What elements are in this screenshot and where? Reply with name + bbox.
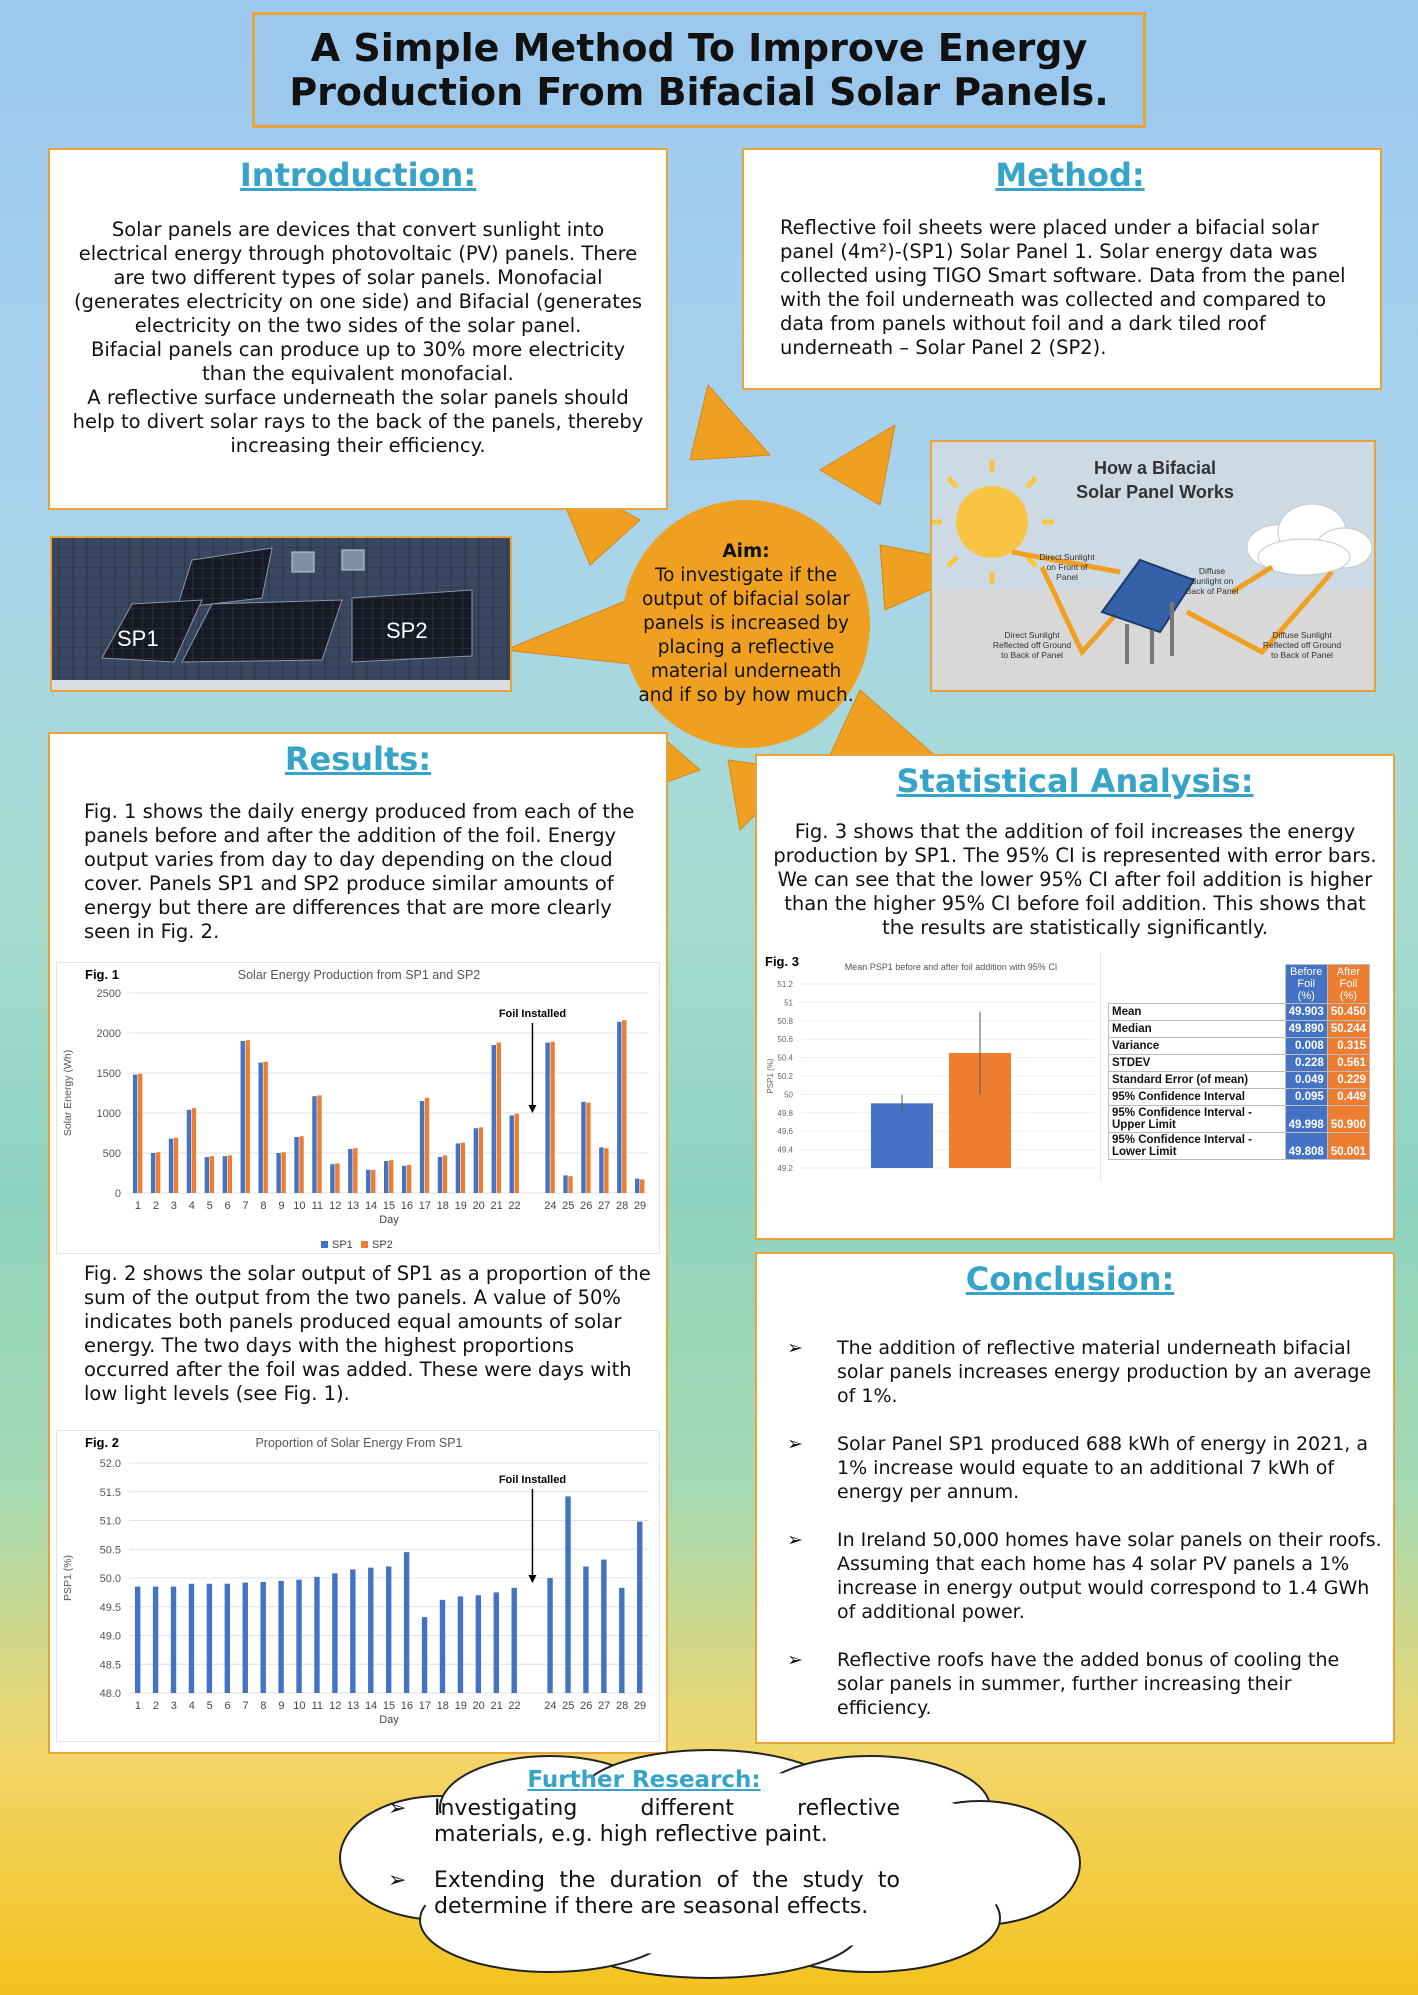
bar xyxy=(871,1103,933,1168)
y-tick-label: 50.2 xyxy=(777,1072,793,1081)
fig2-chart xyxy=(56,1430,660,1742)
x-tick-label: 27 xyxy=(598,1700,611,1712)
bar xyxy=(568,1176,572,1193)
y-tick-label: 50.8 xyxy=(777,1016,793,1026)
x-tick-label: 21 xyxy=(490,1200,503,1212)
arrow-bullet-icon: ➢ xyxy=(388,1868,407,1893)
results-text-1: Fig. 1 shows the daily energy produced from each of the panels before and after the addition of the foil. Energy output varies from day to day depending on the cloud cover. Panels SP1 and SP2 produce similar amounts of energy but there are differences that are more clearly seen in Fig. 2. xyxy=(84,800,635,943)
x-tick-label: 13 xyxy=(347,1200,360,1212)
aim-text: To investigate if the output of bifacial solar panels is increased by placing a reflective material underneath and if so by how much. xyxy=(638,565,854,706)
bar xyxy=(599,1147,603,1193)
sp2-photo-label: SP2 xyxy=(386,618,428,643)
chart-title: Mean PSP1 before and after foil addition with 95% CI xyxy=(844,962,1058,972)
x-tick-label: 8 xyxy=(260,1200,267,1212)
results-text-2: Fig. 2 shows the solar output of SP1 as a proportion of the sum of the output from the two panels. A value of 50% indicates both panels produced equal amounts of solar energy. The two days with the highest proportions occurred after the foil was added. These were days with low light levels (see Fig. 1). xyxy=(84,1262,651,1405)
x-tick-label: 15 xyxy=(382,1700,396,1712)
x-tick-label: 4 xyxy=(188,1200,195,1212)
bar xyxy=(512,1588,517,1693)
x-tick-label: 8 xyxy=(260,1700,267,1712)
x-tick-label: 12 xyxy=(329,1200,342,1212)
label-diffuse-reflected: Reflected off Ground xyxy=(1262,640,1342,650)
bar xyxy=(422,1617,427,1693)
aim-heading: Aim: xyxy=(722,541,770,562)
bar xyxy=(281,1152,285,1193)
table-row: Standard Error (of mean) 0.049 0.229 xyxy=(1109,1072,1370,1089)
x-tick-label: 2 xyxy=(152,1700,159,1712)
list-item: ➢ Investigating different reflective materials, e.g. high reflective paint. xyxy=(388,1796,900,1847)
bar xyxy=(153,1587,158,1693)
table-row: 95% Confidence Interval - Upper Limit 49.998 50.900 xyxy=(1109,1106,1370,1133)
bar xyxy=(317,1095,321,1193)
x-tick-label: 15 xyxy=(382,1200,396,1212)
bar xyxy=(461,1143,465,1193)
table-row: Variance 0.008 0.315 xyxy=(1109,1038,1370,1055)
legend-label-sp1: SP1 xyxy=(332,1239,353,1251)
table-row: Median 49.890 50.244 xyxy=(1109,1021,1370,1038)
x-tick-label: 18 xyxy=(436,1200,449,1212)
x-tick-label: 20 xyxy=(472,1200,485,1212)
bar xyxy=(515,1114,519,1193)
bar xyxy=(386,1567,391,1694)
bar xyxy=(474,1128,478,1193)
label-direct-front: Panel xyxy=(1056,572,1078,582)
bar xyxy=(210,1156,214,1193)
fig-label: Fig. 2 xyxy=(85,1435,119,1450)
x-tick-label: 14 xyxy=(364,1200,378,1212)
bar xyxy=(494,1592,499,1693)
intro-paragraph: Bifacial panels can produce up to 30% more electricity than the equivalent monofacial. xyxy=(90,338,626,385)
bar xyxy=(619,1588,624,1693)
bar xyxy=(476,1595,481,1693)
x-tick-label: 11 xyxy=(311,1700,323,1712)
table-row: Mean 49.903 50.450 xyxy=(1109,1004,1370,1021)
x-tick-label: 24 xyxy=(544,1200,557,1212)
bar xyxy=(241,1041,245,1193)
roof-photo xyxy=(50,536,512,692)
bar xyxy=(350,1569,355,1693)
x-tick-label: 22 xyxy=(508,1700,521,1712)
bar xyxy=(332,1573,337,1693)
bar xyxy=(440,1600,445,1693)
x-tick-label: 24 xyxy=(544,1700,557,1712)
bar xyxy=(402,1166,406,1193)
bar xyxy=(312,1096,316,1193)
arrow-bullet-icon: ➢ xyxy=(787,1529,803,1551)
y-tick-label: 49.0 xyxy=(99,1630,121,1643)
bar xyxy=(389,1160,393,1193)
results-panel xyxy=(48,732,668,1754)
bar xyxy=(550,1042,554,1193)
bar xyxy=(545,1043,549,1193)
arrow-bullet-icon: ➢ xyxy=(388,1796,407,1821)
x-tick-label: 1 xyxy=(134,1700,142,1712)
y-tick-label: 500 xyxy=(102,1148,121,1160)
bar xyxy=(635,1179,639,1193)
y-tick-label: 50.4 xyxy=(777,1053,793,1063)
x-tick-label: 4 xyxy=(188,1700,195,1712)
bar xyxy=(299,1136,303,1193)
intro-paragraph: A reflective surface underneath the solar panels should help to divert solar rays to the back of the panels, thereby increasing their efficiency. xyxy=(72,386,644,457)
list-item: ➢ Extending the duration of the study to determine if there are seasonal effects. xyxy=(388,1868,900,1919)
x-tick-label: 21 xyxy=(490,1700,503,1712)
bifacial-diagram xyxy=(930,440,1376,692)
bar xyxy=(228,1155,232,1193)
x-tick-label: 5 xyxy=(206,1700,213,1712)
fig-label: Fig. 1 xyxy=(85,967,119,982)
chart-title: Proportion of Solar Energy From SP1 xyxy=(255,1436,463,1450)
legend-swatch-sp1 xyxy=(321,1241,328,1248)
bar xyxy=(425,1098,429,1193)
bar xyxy=(294,1137,298,1193)
fig3-chart xyxy=(761,952,1101,1180)
bar xyxy=(637,1522,642,1693)
bar xyxy=(456,1143,460,1193)
bar xyxy=(223,1156,227,1193)
statistical-heading: Statistical Analysis: xyxy=(896,762,1254,800)
bar xyxy=(563,1175,567,1193)
diagram-title-2: Solar Panel Works xyxy=(1076,482,1234,502)
y-tick-label: 49.5 xyxy=(99,1601,121,1614)
x-tick-label: 19 xyxy=(454,1700,467,1712)
bar xyxy=(207,1584,212,1693)
bar xyxy=(583,1567,588,1694)
bar xyxy=(604,1148,608,1193)
bar xyxy=(258,1063,262,1193)
bar xyxy=(353,1148,357,1193)
x-tick-label: 3 xyxy=(170,1700,177,1712)
conclusion-heading: Conclusion: xyxy=(965,1260,1175,1298)
x-tick-label: 16 xyxy=(400,1200,414,1212)
bar xyxy=(260,1582,265,1693)
x-tick-label: 27 xyxy=(598,1200,611,1212)
ray-top xyxy=(690,385,770,460)
label-direct-front: Direct Sunlight xyxy=(1039,552,1095,562)
label-diffuse-back: Sunlight on xyxy=(1190,576,1234,586)
legend-label-sp2: SP2 xyxy=(372,1239,393,1251)
x-axis-label: Day xyxy=(379,1714,399,1726)
bar xyxy=(368,1568,373,1693)
bar xyxy=(156,1152,160,1193)
bar xyxy=(133,1075,137,1193)
y-tick-label: 51.5 xyxy=(99,1486,121,1499)
x-tick-label: 14 xyxy=(364,1700,378,1712)
arrow-bullet-icon: ➢ xyxy=(787,1649,803,1671)
bar xyxy=(404,1552,409,1693)
method-heading: Method: xyxy=(995,156,1145,194)
bar xyxy=(296,1580,301,1693)
bar xyxy=(171,1587,176,1693)
y-tick-label: 48.0 xyxy=(99,1688,121,1700)
x-tick-label: 22 xyxy=(508,1200,521,1212)
y-tick-label: 51 xyxy=(784,998,793,1008)
bar xyxy=(278,1581,283,1693)
x-tick-label: 7 xyxy=(242,1700,249,1712)
x-tick-label: 20 xyxy=(472,1700,485,1712)
aim-sun xyxy=(622,500,870,748)
bar xyxy=(169,1139,173,1193)
chart-title: Solar Energy Production from SP1 and SP2 xyxy=(237,968,481,982)
bar xyxy=(458,1596,463,1693)
bar xyxy=(371,1170,375,1193)
fig1-svg xyxy=(57,963,661,1255)
label-direct-reflected: Direct Sunlight xyxy=(1004,630,1060,640)
fig2-svg xyxy=(57,1431,661,1743)
x-tick-label: 16 xyxy=(400,1700,414,1712)
bar xyxy=(246,1040,250,1193)
x-tick-label: 9 xyxy=(278,1700,285,1712)
x-tick-label: 1 xyxy=(134,1200,142,1212)
stats-table-header xyxy=(1109,965,1370,1004)
y-tick-label: 50 xyxy=(784,1090,793,1100)
y-tick-label: 1000 xyxy=(96,1108,121,1120)
x-tick-label: 25 xyxy=(562,1700,575,1712)
bar xyxy=(497,1043,501,1193)
introduction-panel xyxy=(48,148,668,510)
label-direct-reflected: to Back of Panel xyxy=(1001,650,1063,660)
ray-left xyxy=(505,600,640,665)
conclusion-list xyxy=(757,1336,1383,1720)
bar xyxy=(276,1153,280,1193)
x-tick-label: 11 xyxy=(311,1200,323,1212)
y-axis-label: PSP1 (%) xyxy=(766,1058,775,1094)
x-tick-label: 5 xyxy=(206,1200,213,1212)
bar xyxy=(314,1577,319,1693)
x-tick-label: 25 xyxy=(562,1200,575,1212)
y-tick-label: 48.5 xyxy=(99,1659,121,1672)
x-tick-label: 3 xyxy=(170,1200,177,1212)
bar xyxy=(565,1496,570,1693)
bar xyxy=(586,1103,590,1193)
bar xyxy=(330,1164,334,1193)
bar xyxy=(443,1155,447,1193)
title-line-1: A Simple Method To Improve Energy xyxy=(310,26,1088,70)
y-tick-label: 49.4 xyxy=(777,1145,793,1155)
x-tick-label: 10 xyxy=(293,1200,306,1212)
bar xyxy=(225,1584,230,1693)
label-diffuse-back: Diffuse xyxy=(1198,566,1226,576)
stats-table xyxy=(1108,964,1370,1160)
bar xyxy=(384,1161,388,1193)
label-diffuse-reflected: Diffuse Sunlight xyxy=(1272,630,1332,640)
x-tick-label: 10 xyxy=(293,1700,306,1712)
table-row: 95% Confidence Interval 0.095 0.449 xyxy=(1109,1089,1370,1106)
further-research-heading: Further Research: xyxy=(527,1767,761,1793)
x-tick-label: 13 xyxy=(347,1700,360,1712)
diagram-title-1: How a Bifacial xyxy=(1093,458,1217,478)
results-heading: Results: xyxy=(284,740,432,778)
intro-paragraph: Solar panels are devices that convert sunlight into electrical energy through photovoltaic (PV) panels. There are two different types of solar panels. Monofacial (generates electricity on one side) and Bifacial (generates electricity on the two sides of the solar panel. xyxy=(73,218,643,337)
roof-photo-image xyxy=(52,538,512,692)
bar xyxy=(189,1584,194,1693)
y-tick-label: 50.5 xyxy=(99,1544,121,1557)
label-diffuse-reflected: to Back of Panel xyxy=(1271,650,1333,660)
bifacial-diagram-svg xyxy=(932,442,1376,692)
arrow-bullet-icon: ➢ xyxy=(787,1337,803,1359)
y-tick-label: 49.8 xyxy=(777,1108,793,1118)
bar xyxy=(438,1157,442,1193)
fig3-svg xyxy=(761,952,1101,1180)
y-axis-label: PSP1 (%) xyxy=(62,1554,74,1602)
bar xyxy=(581,1102,585,1193)
legend-swatch-sp2 xyxy=(361,1241,368,1248)
bar xyxy=(617,1022,621,1193)
x-tick-label: 6 xyxy=(224,1200,231,1212)
bar xyxy=(479,1127,483,1193)
annotation-arrowhead xyxy=(528,1575,536,1583)
x-tick-label: 7 xyxy=(242,1200,249,1212)
method-panel xyxy=(742,148,1382,390)
y-tick-label: 1500 xyxy=(96,1068,121,1080)
list-item: ➢ Reflective roofs have the added bonus of cooling the solar panels in summer, further increasing their efficiency. xyxy=(787,1649,1340,1719)
x-tick-label: 17 xyxy=(418,1200,431,1212)
y-tick-label: 2000 xyxy=(96,1028,121,1040)
list-item: ➢ In Ireland 50,000 homes have solar panels on their roofs. Assuming that each home has 4 solar PV panels a 1% increase in energy output would correspond to 1.4 GWh of additional power. xyxy=(787,1529,1382,1623)
bar xyxy=(263,1062,267,1193)
statistical-text: Fig. 3 shows that the addition of foil increases the energy production by SP1. The 95% CI is represented with error bars. We can see that the lower 95% CI after foil addition is higher than the higher 95% CI before foil addition. This shows that the results are statistically significantly. xyxy=(773,820,1377,939)
y-tick-label: 2500 xyxy=(96,988,121,1000)
after-foil-header: After Foil (%) xyxy=(1327,965,1369,1004)
label-diffuse-back: Back of Panel xyxy=(1185,586,1239,596)
before-foil-header: Before Foil (%) xyxy=(1285,965,1327,1004)
y-tick-label: 50.0 xyxy=(99,1573,121,1585)
x-tick-label: 26 xyxy=(580,1200,593,1212)
bar xyxy=(138,1074,142,1193)
bar xyxy=(335,1163,339,1193)
y-tick-label: 49.2 xyxy=(777,1164,793,1173)
table-row: STDEV 0.228 0.561 xyxy=(1109,1055,1370,1072)
annotation-arrowhead xyxy=(528,1105,536,1113)
bar xyxy=(192,1108,196,1193)
bar xyxy=(510,1115,514,1193)
foil-installed-annotation: Foil Installed xyxy=(498,1008,567,1020)
fig-label: Fig. 3 xyxy=(765,954,799,969)
table-row: 95% Confidence Interval - Lower Limit 49.808 50.001 xyxy=(1109,1133,1370,1160)
y-tick-label: 49.6 xyxy=(777,1127,793,1137)
sp1-photo-label: SP1 xyxy=(117,626,159,651)
x-tick-label: 28 xyxy=(615,1700,629,1712)
bar xyxy=(366,1170,370,1193)
y-tick-label: 0 xyxy=(114,1188,121,1200)
label-direct-front: on Front of xyxy=(1046,562,1088,572)
method-text: Reflective foil sheets were placed under a bifacial solar panel (4m²)-(SP1) Solar Panel 1. Solar energy data was collected using TIGO Smart software. Data from the panel with the foil underneath was collected and compared to data from panels without foil and a dark tiled roof underneath – Solar Panel 2 (SP2). xyxy=(780,216,1346,359)
title-line-2: Production From Bifacial Solar Panels. xyxy=(289,70,1109,114)
conclusion-panel xyxy=(755,1252,1395,1744)
ray-top-right xyxy=(820,425,895,505)
x-tick-label: 29 xyxy=(633,1200,647,1212)
x-tick-label: 17 xyxy=(418,1700,431,1712)
introduction-heading: Introduction: xyxy=(239,156,477,194)
bar xyxy=(492,1045,496,1193)
foil-installed-annotation: Foil Installed xyxy=(498,1474,567,1486)
x-tick-label: 29 xyxy=(633,1700,647,1712)
list-item: ➢ Solar Panel SP1 produced 688 kWh of energy in 2021, a 1% increase would equate to an additional 7 kWh of energy per annum. xyxy=(787,1433,1369,1503)
x-tick-label: 26 xyxy=(580,1700,593,1712)
bar xyxy=(151,1153,155,1193)
bar xyxy=(622,1020,626,1193)
x-tick-label: 12 xyxy=(329,1700,342,1712)
x-axis-label: Day xyxy=(379,1214,399,1226)
bar xyxy=(348,1149,352,1193)
bar xyxy=(243,1583,248,1693)
y-axis-label: Solar Energy (Wh) xyxy=(62,1049,74,1137)
bar xyxy=(187,1110,191,1193)
arrow-bullet-icon: ➢ xyxy=(787,1433,803,1455)
y-tick-label: 51.2 xyxy=(777,980,793,989)
y-tick-label: 51.0 xyxy=(99,1515,121,1528)
further-research-content xyxy=(388,1766,900,1920)
list-item: ➢ The addition of reflective material underneath bifacial solar panels increases energy production by an average of 1%. xyxy=(787,1337,1372,1407)
x-tick-label: 2 xyxy=(152,1200,159,1212)
bar xyxy=(135,1587,140,1693)
x-tick-label: 19 xyxy=(454,1200,467,1212)
introduction-text xyxy=(66,218,650,458)
x-tick-label: 9 xyxy=(278,1200,285,1212)
x-tick-label: 28 xyxy=(615,1200,629,1212)
y-tick-label: 52.0 xyxy=(99,1458,121,1470)
bar xyxy=(601,1560,606,1693)
y-tick-label: 50.6 xyxy=(777,1035,793,1045)
bar xyxy=(205,1157,209,1193)
bar xyxy=(174,1138,178,1193)
x-tick-label: 6 xyxy=(224,1700,231,1712)
bar xyxy=(640,1179,644,1193)
bar xyxy=(547,1578,552,1693)
label-direct-reflected: Reflected off Ground xyxy=(992,640,1072,650)
bar xyxy=(420,1101,424,1193)
x-tick-label: 18 xyxy=(436,1700,449,1712)
bar xyxy=(407,1165,411,1193)
fig1-chart xyxy=(56,962,660,1254)
